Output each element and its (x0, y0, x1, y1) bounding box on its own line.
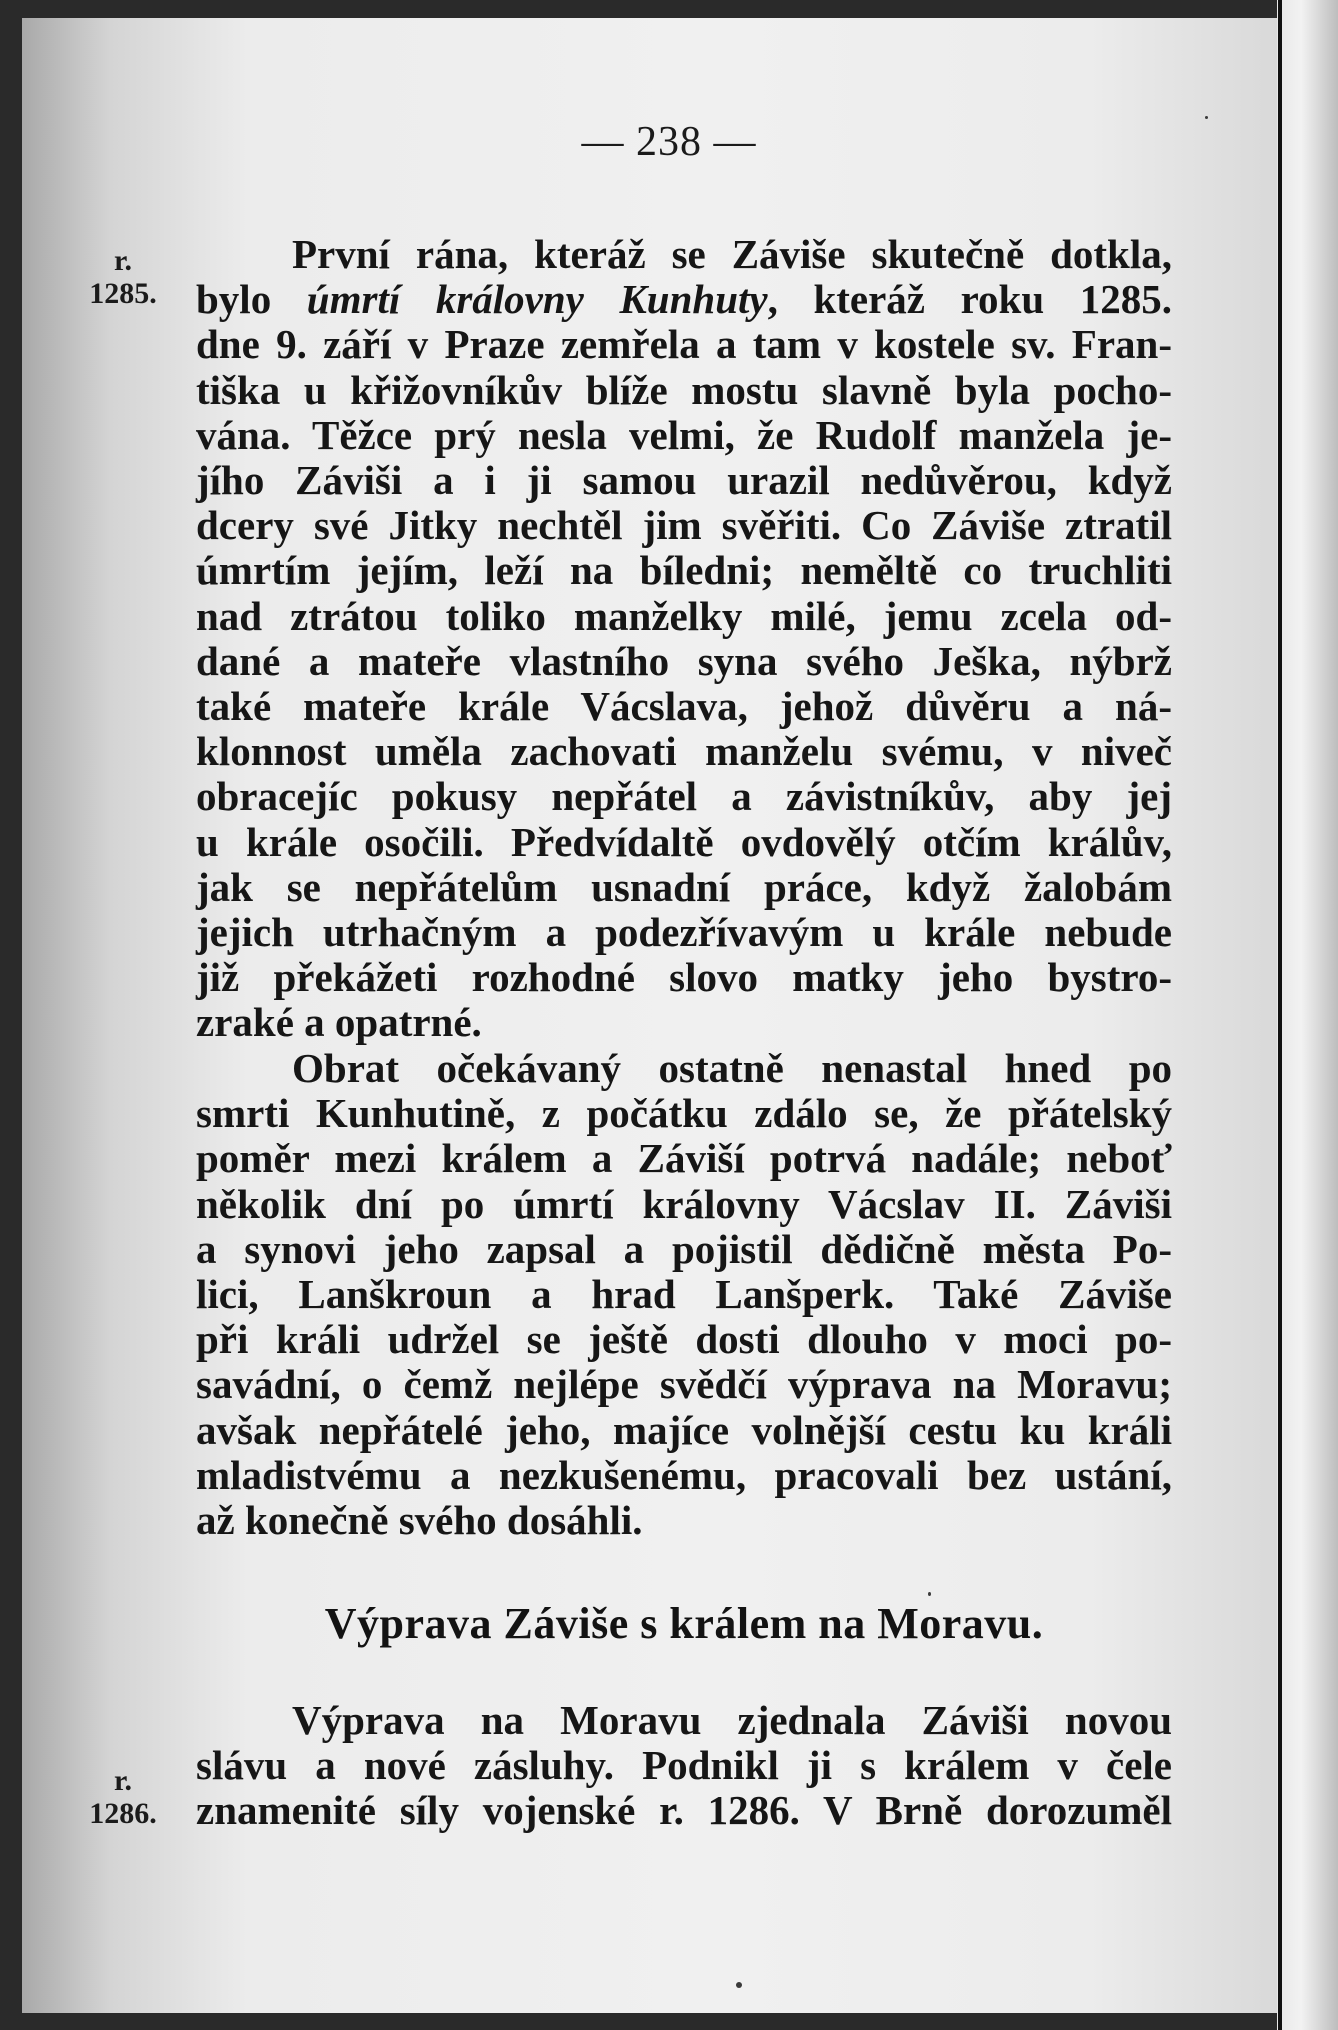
text-run: bylo (196, 276, 307, 323)
print-speck (928, 1592, 931, 1596)
text-line: dané a mateře vlastního syna svého Ješka, nýbrž (196, 637, 1172, 684)
text-line: První rána, kteráž se Záviše skutečně dotkla, (292, 231, 1172, 277)
text-line: zraké a opatrné. (196, 999, 482, 1046)
emphasis-text: úmrtí královny Kunhuty (306, 276, 768, 323)
margin-note-year: 1285. (89, 277, 157, 310)
print-speck (736, 1982, 742, 1988)
page-number: — 238 — (581, 119, 757, 165)
text-line: klonnost uměla zachovati manželu svému, v niveč (196, 728, 1172, 775)
text-line: několik dní po úmrtí královny Vácslav II. Záviši (196, 1180, 1172, 1227)
text-line: avšak nepřátelé jeho, majíce volnější cestu ku králi (196, 1406, 1172, 1453)
print-speck (1205, 116, 1208, 119)
text-run: , kteráž roku 1285. (767, 276, 1172, 323)
section-heading: Výprava Záviše s králem na Moravu. (324, 1599, 1044, 1648)
text-line: mladistvému a nezkušenému, pracovali bez ustání, (196, 1451, 1172, 1498)
text-line: obracejíc pokusy nepřátel a závistníkův, aby jej (196, 773, 1172, 820)
text-line: dne 9. září v Praze zemřela a tam v kostele sv. Fran- (196, 321, 1172, 368)
adjacent-page-edge (1277, 0, 1338, 2030)
paragraph-kunhuta-death (196, 232, 1172, 1046)
text-line: také mateře krále Vácslava, jehož důvěru a ná- (196, 683, 1172, 730)
text-line: slávu a nové zásluhy. Podnikl ji s králem v čele (196, 1742, 1172, 1789)
margin-note-1285 (86, 246, 160, 312)
margin-note-year: 1286. (89, 1797, 157, 1830)
text-line: již překážeti rozhodné slovo matky jeho bystro- (196, 954, 1172, 1001)
margin-note-1286 (86, 1766, 160, 1832)
text-line: savádní, o čemž nejlépe svědčí výprava na Moravu; (196, 1361, 1172, 1408)
text-line: jího Záviši a i ji samou urazil nedůvěrou, když (196, 457, 1172, 504)
text-line: při králi udržel se ještě dosti dlouho v moci po- (196, 1316, 1172, 1363)
text-line: úmrtím jejím, leží na bíledni; neměltě co truchliti (196, 547, 1172, 594)
text-line: jak se nepřátelům usnadní práce, když žalobám (196, 863, 1172, 910)
paragraph-moravia-expedition (196, 1698, 1172, 1834)
text-line: jejich utrhačným a podezřívavým u krále nebude (196, 909, 1172, 956)
text-line: Výprava na Moravu zjednala Záviši novou (292, 1697, 1172, 1743)
page-gutter-line (1278, 0, 1282, 2030)
text-line: znamenité síly vojenské r. 1286. V Brně dorozuměl (196, 1787, 1172, 1834)
text-line: u krále osočili. Předvídaltě ovdovělý otčím králův, (196, 818, 1172, 865)
text-line: tiška u křižovníkův blíže mostu slavně byla pocho- (196, 366, 1172, 413)
text-line: vána. Těžce prý nesla velmi, že Rudolf manžela je- (196, 411, 1172, 458)
text-line: poměr mezi králem a Záviší potrvá nadále; neboť (196, 1135, 1172, 1182)
margin-note-label: r. (113, 244, 133, 277)
text-line: Obrat očekávaný ostatně nenastal hned po (292, 1045, 1172, 1091)
text-line: dcery své Jitky nechtěl jim svěřiti. Co Záviše ztratil (196, 502, 1172, 549)
text-line: a synovi jeho zapsal a pojistil dědičně města Po- (196, 1225, 1172, 1272)
paragraph-turn-of-events (196, 1046, 1172, 1543)
text-line: nad ztrátou toliko manželky milé, jemu zcela od- (196, 592, 1172, 639)
text-line: smrti Kunhutině, z počátku zdálo se, že přátelský (196, 1090, 1172, 1137)
text-line: až konečně svého dosáhli. (196, 1497, 643, 1544)
margin-note-label: r. (113, 1764, 133, 1797)
text-line (196, 277, 1172, 322)
text-line: lici, Lanškroun a hrad Lanšperk. Také Záviše (196, 1271, 1172, 1318)
